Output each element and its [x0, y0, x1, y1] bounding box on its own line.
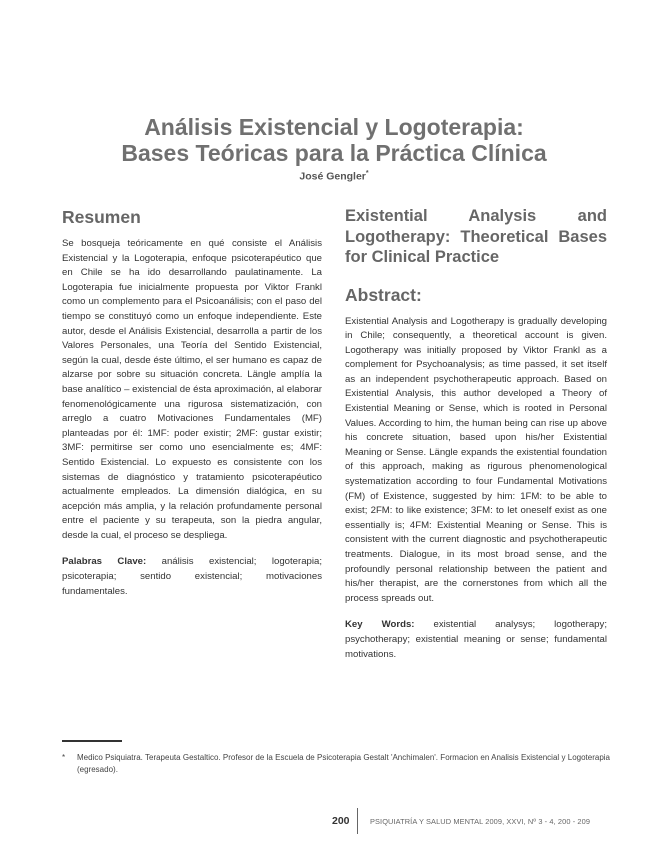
abstract-heading: Abstract:	[345, 284, 422, 305]
resumen-keywords	[62, 555, 322, 599]
abstract-body: Existential Analysis and Logotherapy is gradually developing in Chile; consequently, a theoretical account is given. Logotherapy was initially proposed by Viktor Frankl as a complement for Psychoanalysis; as time passed, it set itself as an independent psychotherapeutic approach. Based on Existential Analysis, this author developed a Theory of Existential Meaning or Sense, which is rooted in Personal Values. According to him, the human being can rise up above his concrete situation, based upon his/her Existential Meaning or Sense. Längle expands the existential foundation of this approach, making as rigurous phenomenological systematization according to four Fundamental Motivations (FM) of Existence, suggested by him: 1FM: to be able to exist; 2FM: to like existence; 3FM: to let oneself exist as one essentially is; 4FM: Existential Meaning or Sense. This is consistent with the current diagnostic and psychotherapeutic treatments. Dialogue, in its most broad sense, and the profoundly personal relationship between the patient and his/her therapist, are the cornerstones from which all the process spreads out.	[345, 315, 607, 604]
resumen-column	[62, 206, 322, 599]
article-title-line-2: Bases Teóricas para la Práctica Clínica	[121, 140, 547, 166]
english-title: Existential Analysis and Logotherapy: Theoretical Bases for Clinical Practice	[345, 207, 607, 266]
footnote-mark: *	[62, 753, 66, 762]
abstract-column	[345, 206, 607, 662]
running-footer: PSIQUIATRÍA Y SALUD MENTAL 2009, XXVI, Nº 3 - 4, 200 - 209	[370, 817, 591, 826]
author-name: José Gengler	[299, 170, 366, 183]
author	[0, 170, 668, 183]
footnote	[62, 752, 610, 775]
footnote-text: Medico Psiquiatra. Terapeuta Gestaltico. Profesor de la Escuela de Psicoterapia Gestalt 'Anchimalen'. Formacion en Analisis Existencial y Logoterapia (egresado).	[77, 753, 610, 774]
resumen-keywords-text: análisis existencial; logoterapia; psicoterapia; sentido existencial; motivaciones fundamentales.	[62, 556, 322, 597]
footnote-rule	[62, 740, 122, 742]
abstract-keywords-label: Key Words:	[345, 619, 415, 631]
resumen-keywords-label: Palabras Clave:	[62, 556, 147, 568]
article-title-line-1: Análisis Existencial y Logoterapia:	[144, 114, 524, 140]
footer-divider	[357, 808, 358, 834]
abstract-keywords-text: existential analysys; logotherapy; psychotherapy; existential meaning or sense; fundamental motivations.	[345, 619, 607, 660]
page-number: 200	[332, 815, 350, 827]
resumen-heading: Resumen	[62, 207, 141, 227]
abstract-keywords	[345, 618, 607, 662]
resumen-body: Se bosqueja teóricamente en qué consiste el Análisis Existencial y la Logoterapia, enfoque psicoterapéutico que en Chile se ha ido desarrollando paulatinamente. La Logoterapia fue inicialmente propuesta por Viktor Frankl como un complemento para el Psicoanálisis; con el paso del tiempo se constituyó como un enfoque independiente. Este autor, desde el Análisis Existencial, desarrolla a partir de los Valores Personales, una Teoría del Sentido Existencial, según la cual, desde éste último, el ser humano es capaz de alzarse por sobre su situación concreta. Längle amplía la base analítico – existencial de ésta aproximación, al elaborar fenomenológicamente una rigurosa sistematización, con arreglo a cuatro Motivaciones Fundamentales (MF) planteadas por él: 1MF: poder existir; 2MF: gustar existir; 3MF: permitirse ser como uno esencialmente es; 4MF: Sentido Existencial. Lo expuesto es consistente con los sistemas de diagnóstico y tratamiento psicoterapéutico actualmente empleados. La dimensión dialógica, en su acepción más amplia, y la relación profundamente personal entre el paciente y su terapeuta, son la piedra angular, desde la cual, el proceso se despliega.	[62, 238, 322, 541]
author-footnote-mark: *	[365, 170, 369, 177]
